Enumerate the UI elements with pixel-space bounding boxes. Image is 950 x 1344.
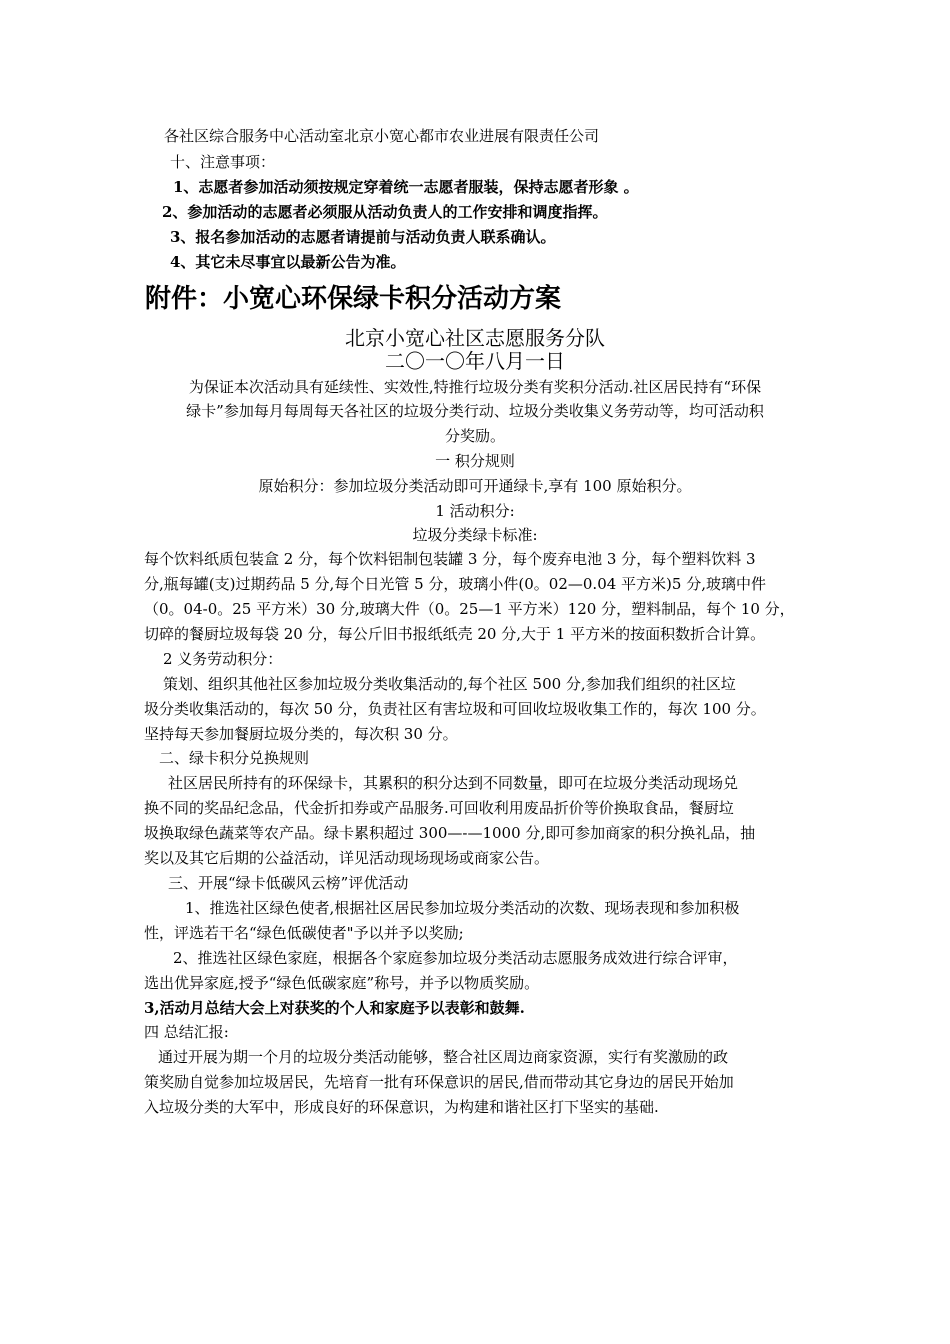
standard-heading: 垃圾分类绿卡标准: bbox=[412, 526, 538, 544]
award-line-3: 2、推选社区绿色家庭，根据各个家庭参加垃圾分类活动志愿服务成效进行综合评审， bbox=[173, 949, 738, 967]
org-title: 北京小宽心社区志愿服务分队 bbox=[345, 326, 605, 350]
notes-heading: 十、注意事项： bbox=[170, 153, 276, 171]
intro-line-2: 绿卡”参加每月每周每天各社区的垃圾分类行动、垃圾分类收集义务劳动等，均可活动积 bbox=[186, 402, 764, 420]
labor-line-1: 策划、组织其他社区参加垃圾分类收集活动的,每个社区 500 分,参加我们组织的社区垃 bbox=[163, 675, 736, 693]
exchange-line-3: 圾换取绿色蔬菜等农产品。绿卡累积超过 300—-—1000 分,即可参加商家的积分换礼品，抽 bbox=[144, 824, 756, 842]
note-item-2: 2、参加活动的志愿者必须服从活动负责人的工作安排和调度指挥。 bbox=[162, 203, 608, 221]
summary-line-3: 入垃圾分类的大军中，形成良好的环保意识，为构建和谐社区打下坚实的基础. bbox=[144, 1098, 659, 1116]
note-item-1: 1、志愿者参加活动须按规定穿着统一志愿者服装，保持志愿者形象 。 bbox=[173, 178, 639, 196]
note-item-3: 3、报名参加活动的志愿者请提前与活动负责人联系确认。 bbox=[170, 228, 556, 246]
section-3-title: 三、开展“绿卡低碳风云榜”评优活动 bbox=[168, 874, 409, 892]
standard-line-3: （0。04-0。25 平方米）30 分,玻璃大件（0。25—1 平方米）120 分，塑料制品，每个 10 分， bbox=[144, 600, 795, 618]
attachment-title: 附件：小宽心环保绿卡积分活动方案 bbox=[145, 284, 562, 314]
section-2-title: 二、绿卡积分兑换规则 bbox=[159, 749, 310, 767]
standard-line-4: 切碎的餐厨垃圾每袋 20 分，每公斤旧书报纸纸壳 20 分,大于 1 平方米的按面积数折合计算。 bbox=[144, 625, 766, 643]
award-line-4: 选出优异家庭,授予“绿色低碳家庭”称号，并予以物质奖励。 bbox=[144, 974, 540, 992]
activity-points-heading: 1 活动积分: bbox=[435, 502, 515, 520]
base-points: 原始积分：参加垃圾分类活动即可开通绿卡,享有 100 原始积分。 bbox=[258, 477, 692, 495]
standard-line-2: 分,瓶每罐(支)过期药品 5 分,每个日光管 5 分，玻璃小件(0。02—0.04 平方米)5 分,玻璃中件 bbox=[144, 575, 766, 593]
note-item-4: 4、其它未尽事宜以最新公告为准。 bbox=[170, 253, 406, 271]
labor-line-2: 圾分类收集活动的，每次 50 分，负责社区有害垃圾和可回收垃圾收集工作的，每次 100 分。 bbox=[144, 700, 766, 718]
summary-line-2: 策奖励自觉参加垃圾居民，先培育一批有环保意识的居民,借而带动其它身边的居民开始加 bbox=[144, 1073, 734, 1091]
exchange-line-2: 换不同的奖品纪念品，代金折扣券或产品服务.可回收利用废品折价等价换取食品，餐厨垃 bbox=[144, 799, 734, 817]
award-line-1: 1、推选社区绿色使者,根据社区居民参加垃圾分类活动的次数、现场表现和参加积极 bbox=[185, 899, 740, 917]
section-1-title: 一 积分规则 bbox=[435, 452, 515, 470]
labor-points-heading: 2 义务劳动积分： bbox=[163, 650, 283, 668]
exchange-line-1: 社区居民所持有的环保绿卡，其累积的积分达到不同数量，即可在垃圾分类活动现场兑 bbox=[168, 774, 739, 792]
award-line-5: 3,活动月总结大会上对获奖的个人和家庭予以表彰和鼓舞. bbox=[144, 999, 525, 1017]
org-line: 各社区综合服务中心活动室北京小宽心都市农业进展有限责任公司 bbox=[164, 127, 600, 145]
intro-line-1: 为保证本次活动具有延续性、实效性,特推行垃圾分类有奖积分活动.社区居民持有“环保 bbox=[188, 378, 762, 396]
date-line: 二〇一〇年八月一日 bbox=[385, 349, 565, 373]
summary-line-1: 通过开展为期一个月的垃圾分类活动能够，整合社区周边商家资源，实行有奖激励的政 bbox=[158, 1048, 729, 1066]
labor-line-3: 坚持每天参加餐厨垃圾分类的，每次积 30 分。 bbox=[144, 725, 458, 743]
standard-line-1: 每个饮料纸质包装盒 2 分，每个饮料铝制包装罐 3 分，每个废弃电池 3 分，每个塑料饮料 3 bbox=[144, 550, 756, 568]
intro-line-3: 分奖励。 bbox=[444, 427, 505, 445]
award-line-2: 性，评选若干名“绿色低碳使者"予以并予以奖励; bbox=[144, 924, 464, 942]
section-4-title: 四 总结汇报: bbox=[144, 1023, 229, 1041]
exchange-line-4: 奖以及其它后期的公益活动，详见活动现场现场或商家公告。 bbox=[144, 849, 550, 867]
